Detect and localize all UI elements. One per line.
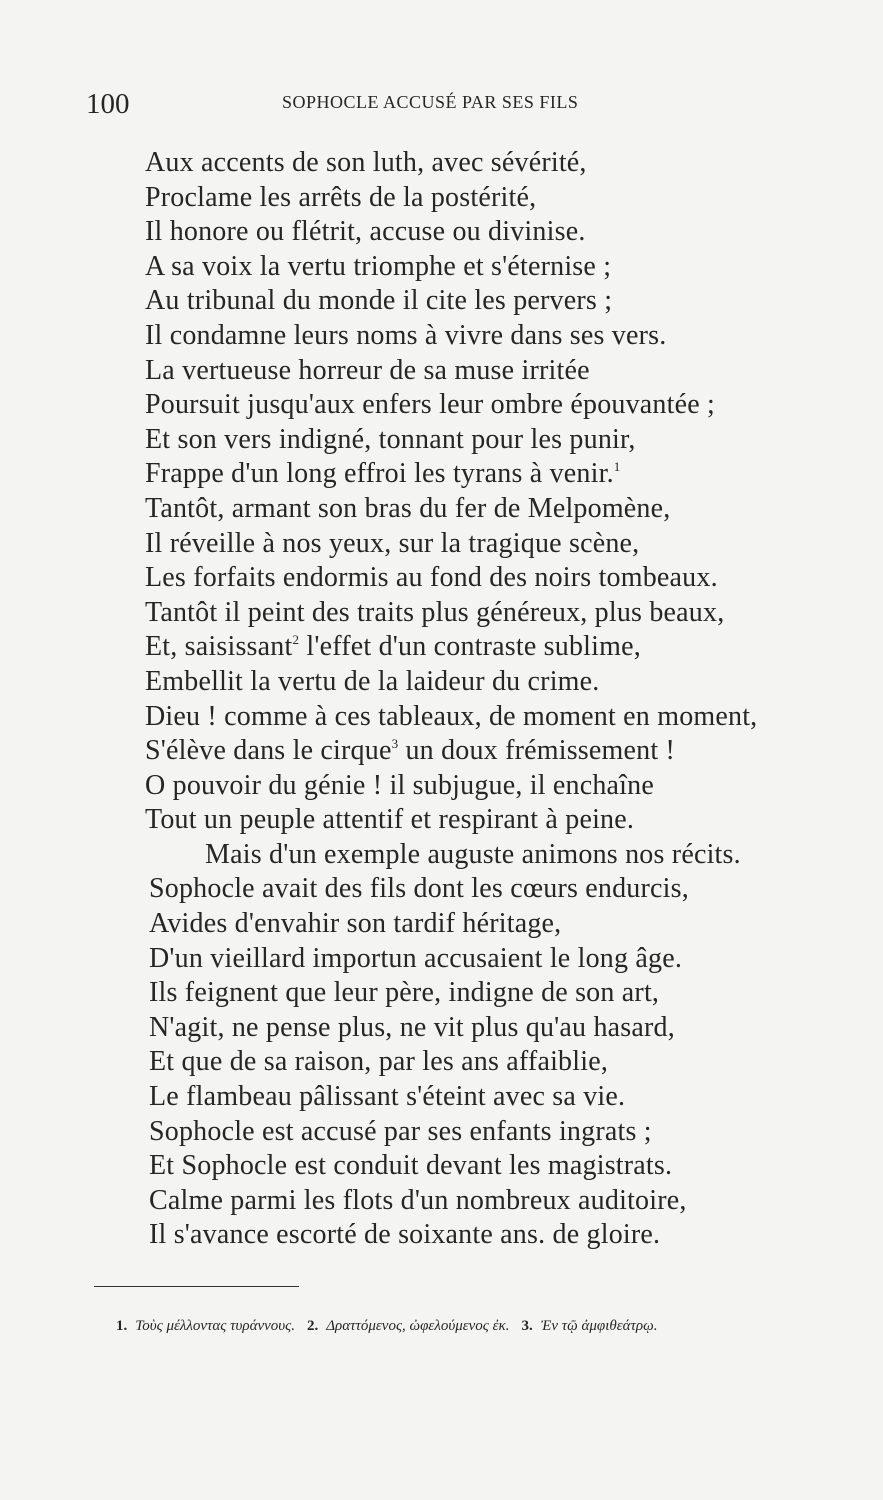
verse-line	[145, 838, 865, 873]
footnote-number: 2.	[306, 1318, 319, 1334]
verse-line	[145, 1184, 865, 1219]
page-number: 100	[86, 88, 130, 120]
footnote-marker: 2	[292, 632, 300, 648]
footnote-text: Τοὺς μέλλοντας τυράννους.	[135, 1318, 295, 1334]
verse-line	[145, 354, 865, 389]
verse-text: N'agit, ne pense plus, ne vit plus qu'au hasard,	[149, 1011, 675, 1043]
verse-line	[145, 942, 865, 977]
verse-text: Proclame les arrêts de la postérité,	[145, 181, 537, 213]
verse-text: Sophocle est accusé par ses enfants ingrats ;	[149, 1115, 652, 1147]
verse-text-continued: l'effet d'un contraste sublime,	[299, 631, 641, 663]
verse-text: Embellit la vertu de la laideur du crime.	[145, 665, 600, 697]
footnote-text: Δραττόμενος, ὠφελούμενος ἐκ.	[326, 1318, 510, 1334]
verse-line	[145, 181, 865, 216]
verse-text: Et son vers indigné, tonnant pour les punir,	[145, 423, 636, 455]
verse-text: Mais d'un exemple auguste animons nos récits.	[205, 838, 741, 870]
verse-line	[145, 665, 865, 700]
verse-text: Calme parmi les flots d'un nombreux auditoire,	[149, 1184, 687, 1216]
verse-text: Et, saisissant	[145, 631, 293, 663]
verse-text: Il condamne leurs noms à vivre dans ses vers.	[145, 319, 667, 351]
verse-line	[145, 1218, 865, 1253]
verse-text: S'élève dans le cirque	[145, 735, 392, 767]
footnote-rule	[94, 1286, 299, 1287]
running-head: SOPHOCLE ACCUSÉ PAR SES FILS	[282, 92, 579, 112]
verse-text: Et Sophocle est conduit devant les magistrats.	[149, 1150, 673, 1182]
footnotes	[116, 1318, 669, 1335]
verse-line	[145, 561, 865, 596]
verse-text: Il honore ou flétrit, accuse ou divinise.	[145, 216, 586, 248]
verse-text-continued: un doux frémissement !	[398, 735, 676, 767]
verse-text: Ils feignent que leur père, indigne de son art,	[149, 977, 660, 1009]
verse-text: Avides d'envahir son tardif héritage,	[149, 908, 562, 940]
footnote-text: Ἐν τῷ ἀμφιθεάτρῳ.	[540, 1318, 658, 1334]
verse-line	[145, 284, 865, 319]
verse-text: Au tribunal du monde il cite les pervers ;	[145, 285, 613, 317]
verse-line	[145, 976, 865, 1011]
verse-line	[145, 1045, 865, 1080]
footnote-number: 1.	[116, 1318, 128, 1334]
verse-text: La vertueuse horreur de sa muse irritée	[145, 354, 590, 386]
verse-line	[145, 769, 865, 804]
verse-text: D'un vieillard importun accusaient le long âge.	[149, 942, 683, 974]
verse-text: A sa voix la vertu triomphe et s'éternise ;	[145, 250, 612, 282]
verse-line	[145, 423, 865, 458]
verse-line	[145, 215, 865, 250]
verse-line	[145, 250, 865, 285]
verse-line	[145, 1011, 865, 1046]
verse-text: Et que de sa raison, par les ans affaiblie,	[149, 1046, 609, 1078]
verse-text: Les forfaits endormis au fond des noirs tombeaux.	[145, 562, 718, 594]
verse-line	[145, 596, 865, 631]
verse-text: Tout un peuple attentif et respirant à peine.	[145, 804, 635, 836]
poem-text	[145, 146, 865, 1253]
verse-text: Le flambeau pâlissant s'éteint avec sa vie.	[149, 1081, 626, 1113]
verse-text: O pouvoir du génie ! il subjugue, il enchaîne	[145, 769, 654, 801]
footnote-marker: 3	[391, 736, 399, 752]
verse-text: Il s'avance escorté de soixante ans. de gloire.	[149, 1219, 661, 1251]
verse-text: Aux accents de son luth, avec sévérité,	[145, 147, 587, 178]
verse-text: Tantôt, armant son bras du fer de Melpomène,	[145, 492, 671, 524]
verse-line	[145, 872, 865, 907]
verse-line	[145, 492, 865, 527]
verse-text: Il réveille à nos yeux, sur la tragique scène,	[145, 527, 640, 559]
verse-text: Tantôt il peint des traits plus généreux, plus beaux,	[145, 596, 725, 628]
verse-line	[145, 146, 865, 181]
verse-line	[145, 700, 865, 735]
verse-text: Sophocle avait des fils dont les cœurs endurcis,	[149, 873, 689, 905]
verse-line	[145, 1149, 865, 1184]
verse-line	[145, 734, 865, 769]
verse-text: Poursuit jusqu'aux enfers leur ombre épouvantée ;	[145, 389, 716, 421]
footnote-number: 3.	[521, 1318, 533, 1334]
verse-text: Frappe d'un long effroi les tyrans à venir.	[145, 458, 614, 490]
verse-line	[145, 1080, 865, 1115]
verse-line	[145, 319, 865, 354]
verse-line	[145, 907, 865, 942]
verse-line	[145, 1115, 865, 1150]
verse-line	[145, 388, 865, 423]
verse-line	[145, 803, 865, 838]
verse-line	[145, 630, 865, 665]
verse-line	[145, 527, 865, 562]
verse-text: Dieu ! comme à ces tableaux, de moment en moment,	[145, 700, 758, 732]
verse-line	[145, 457, 865, 492]
footnote-marker: 1	[613, 459, 621, 475]
